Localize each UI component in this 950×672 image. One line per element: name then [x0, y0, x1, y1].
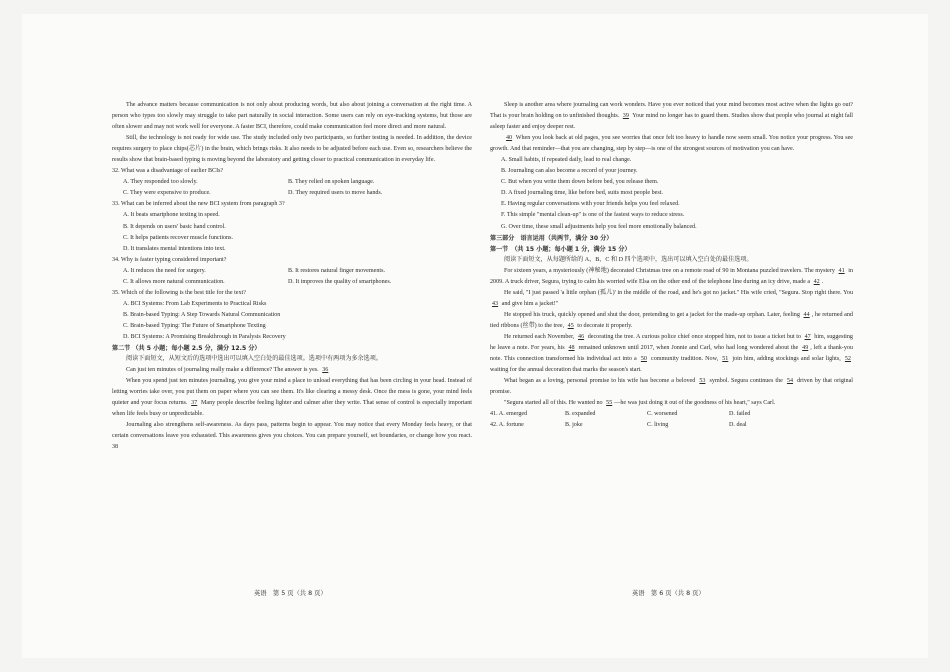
passage-paragraph: When you spend just ten minutes journaling, you give your mind a place to unload everything that has been circling in your head. Instead of letting worries take over, you put them on paper where you can see them. It's like clearing a messy desk. Once the mess is gone, your mind feels quieter and your focus returns. 37 Many people describe feeling lighter and calmer after they write. That sense of control is especially important when life feels busy or unpredictable. — [112, 378, 472, 418]
blank-38: 38 — [112, 444, 119, 451]
option: C. It helps patients recover muscle functions. — [123, 234, 233, 241]
blank-48: 48 — [568, 345, 575, 352]
option: E. Having regular conversations with your friends helps you feel relaxed. — [501, 201, 680, 208]
part-heading: 第三部分 语言运用（共两节，满分 30 分） — [490, 234, 613, 242]
option: A. It beats smartphone texting in speed. — [123, 212, 220, 219]
option: D. deal — [729, 422, 747, 429]
option: B. Journaling can also become a record of your journey. — [501, 168, 638, 175]
blank-46: 46 — [578, 333, 585, 340]
question-35: 35. Which of the following is the best title for the text? — [112, 289, 246, 296]
option: A. Small habits, if repeated daily, lead to real change. — [501, 157, 632, 164]
option: B. They relied on spoken language. — [288, 179, 375, 186]
blank-43: 43 — [492, 300, 499, 307]
page-5-column — [112, 100, 472, 454]
section-instructions: 阅读下面短文，从短文后的选项中选出可以填入空白处的最佳选项。选项中有两项为多余选项。 — [126, 356, 382, 363]
page-footer: 英语 第 5 页（共 8 页） — [254, 590, 327, 597]
question-32-options — [112, 177, 472, 199]
passage-paragraph: Journaling also strengthens self-awareness. As days pass, patterns begin to appear. You may notice that every Monday feels heavy, or that certain conversations leave you exhausted. This awareness gives you choices. You can prepare yourself, set boundaries, or change how you react. 38 — [112, 422, 472, 451]
blank-50: 50 — [640, 356, 647, 363]
passage-paragraph: The advance matters because communication is not only about producing words, but also about joining a conversation at the right time. A person who types too slowly may struggle to take part naturally in social interaction. Some users can rely on eye-tracking systems, but those are often slower and may not work well for everyone. A faster BCI, therefore, could make communication feel more direct and more natural. — [112, 102, 472, 131]
section-heading: 第二节 （共 5 小题；每小题 2.5 分，满分 12.5 分） — [112, 345, 261, 353]
option: D. failed — [729, 411, 751, 418]
page-6-column — [490, 100, 853, 431]
option: A. They responded too slowly. — [123, 179, 198, 186]
option: C. worsened — [647, 411, 678, 418]
blank-45: 45 — [567, 322, 574, 329]
blank-41: 41 — [838, 267, 845, 274]
passage-paragraph: He said, "I just passed 'a little orphan (孤儿)' in the middle of the road, and he's got no jacket." His wife cried, "Segura. Stop right there. You 43 and give him a jacket!" — [492, 289, 853, 307]
blank-55: 55 — [606, 400, 613, 407]
question-33: 33. What can be inferred about the new BCI system from paragraph 3? — [112, 201, 285, 208]
question-33-options — [112, 210, 472, 254]
blank-39: 39 — [622, 113, 629, 120]
option: D. A fixed journaling time, like before bed, suits most people best. — [501, 190, 663, 197]
option: B. It depends on users' basic hand control. — [123, 223, 226, 230]
question-32: 32. What was a disadvantage of earlier BCIs? — [112, 168, 224, 175]
option: B. It restores natural finger movements. — [288, 267, 385, 274]
option: B. Brain-based Typing: A Step Towards Natural Communication — [123, 311, 281, 318]
section-heading: 第一节 （共 15 小题；每小题 1 分，满分 15 分） — [490, 245, 631, 253]
passage-paragraph: He stopped his truck, quickly opened and shut the door, pretending to get a jacket for the made-up orphan. Later, feeling 44 , he returned and tied ribbons (丝带) to the tree, 45 to decorate it properly. — [490, 311, 853, 329]
option: C. But when you write them down before bed, you release them. — [501, 179, 659, 186]
passage-paragraph: He returned each November, 46 decorating the tree. A curious police chief once stopped him, not to issue a ticket but to 47 him, suggesting he leave a note. For years, his 48 remained unknown until 2017, when Jonnie and Carl, who had long wondered about the 49 , left a thank-you note. This connection transformed his individual act into a 50 community tradition. Now, 51 join him, adding stockings and solar lights, 52 waiting for the annual decoration that marks the season's start. — [490, 333, 853, 374]
passage-paragraph: Still, the technology is not ready for wide use. The study included only two participants, so further testing is needed. In addition, the device requires surgery to place chips(芯片) in the brain, which brings risks. It also needs to be adjusted before each use. Even so, researchers believe the results show that brain-based typing is moving beyond the laboratory and getting closer to practical communication in everyday life. — [112, 135, 472, 164]
passage-paragraph: 40 When you look back at old pages, you see worries that once felt too heavy to handle now seem small. You notice your progress. You see growth. And that reminder—that you are changing, step by step—is one of the strongest sources of motivation you can have. — [490, 135, 853, 153]
question-34-options — [112, 266, 472, 288]
option: C. They were expensive to produce. — [123, 190, 211, 197]
option: D. BCI Systems: A Promising Breakthrough in Paralysis Recovery — [123, 333, 286, 340]
question-41-options — [490, 409, 853, 420]
blank-49: 49 — [802, 345, 809, 352]
option: 41. A. emerged — [490, 411, 528, 418]
option: B. expanded — [565, 411, 596, 418]
question-35-options — [112, 299, 472, 343]
option: D. They required users to move hands. — [288, 190, 383, 197]
passage-paragraph: Can just ten minutes of journaling really make a difference? The answer is yes. 36 — [126, 367, 329, 374]
blank-42: 42 — [813, 278, 820, 285]
option: A. BCI Systems: From Lab Experiments to Practical Risks — [123, 300, 267, 307]
blank-52: 52 — [844, 356, 851, 363]
page-footer: 英语 第 6 页（共 8 页） — [632, 590, 705, 597]
section-instructions: 阅读下面短文，从每题所给的 A、B、C 和 D 四个选项中，选出可以填入空白处的最佳选项。 — [504, 256, 753, 263]
blank-53: 53 — [699, 378, 706, 385]
option: C. It allows more natural communication. — [123, 278, 225, 285]
option: F. This simple "mental clean-up" is one of the fastest ways to reduce stress. — [501, 212, 685, 219]
option: C. living — [647, 422, 669, 429]
option: D. It improves the quality of smartphones. — [288, 278, 392, 285]
passage-paragraph: Sleep is another area where journaling can work wonders. Have you ever noticed that your mind becomes most active when the lights go out? That is your brain holding on to unfinished thoughts. 39 Your mind no longer has to guard them. Studies show that people who journal at night fall asleep faster and enjoy deeper rest. — [490, 102, 853, 131]
seven-choose-five-options — [490, 155, 853, 232]
option: G. Over time, these small adjustments help you feel more emotionally balanced. — [501, 223, 697, 230]
blank-40: 40 — [506, 135, 513, 142]
blank-51: 51 — [722, 356, 729, 363]
exam-sheet — [22, 14, 928, 658]
passage-paragraph: "Segura started all of this. He wanted no 55 —he was just doing it out of the goodness of his heart," says Carl. — [504, 400, 776, 407]
option: C. Brain-based Typing: The Future of Smartphone Texting — [123, 322, 266, 329]
question-34: 34. Why is faster typing considered important? — [112, 256, 227, 263]
blank-44: 44 — [803, 311, 810, 318]
blank-36: 36 — [322, 367, 329, 374]
blank-47: 47 — [804, 333, 811, 340]
question-42-options — [490, 420, 853, 431]
option: B. joke — [565, 422, 583, 429]
passage-paragraph: What began as a loving, personal promise to his wife has become a beloved 53 symbol. Segura continues the 54 driven by that original promise. — [490, 378, 854, 396]
blank-37: 37 — [191, 400, 198, 407]
option: 42. A. fortune — [490, 422, 524, 429]
passage-paragraph: For sixteen years, a mysteriously (神秘地) decorated Christmas tree on a remote road of 90 in Montana puzzled travelers. The mystery 41 in 2009. A truck driver, Segura, trying to calm his worried wife Elsa on the other end of the telephone line during an icy drive, made a 42 . — [490, 267, 853, 285]
option: D. It translates mental intentions into text. — [123, 245, 226, 252]
blank-54: 54 — [786, 378, 794, 385]
option: A. It reduces the need for surgery. — [123, 267, 206, 274]
